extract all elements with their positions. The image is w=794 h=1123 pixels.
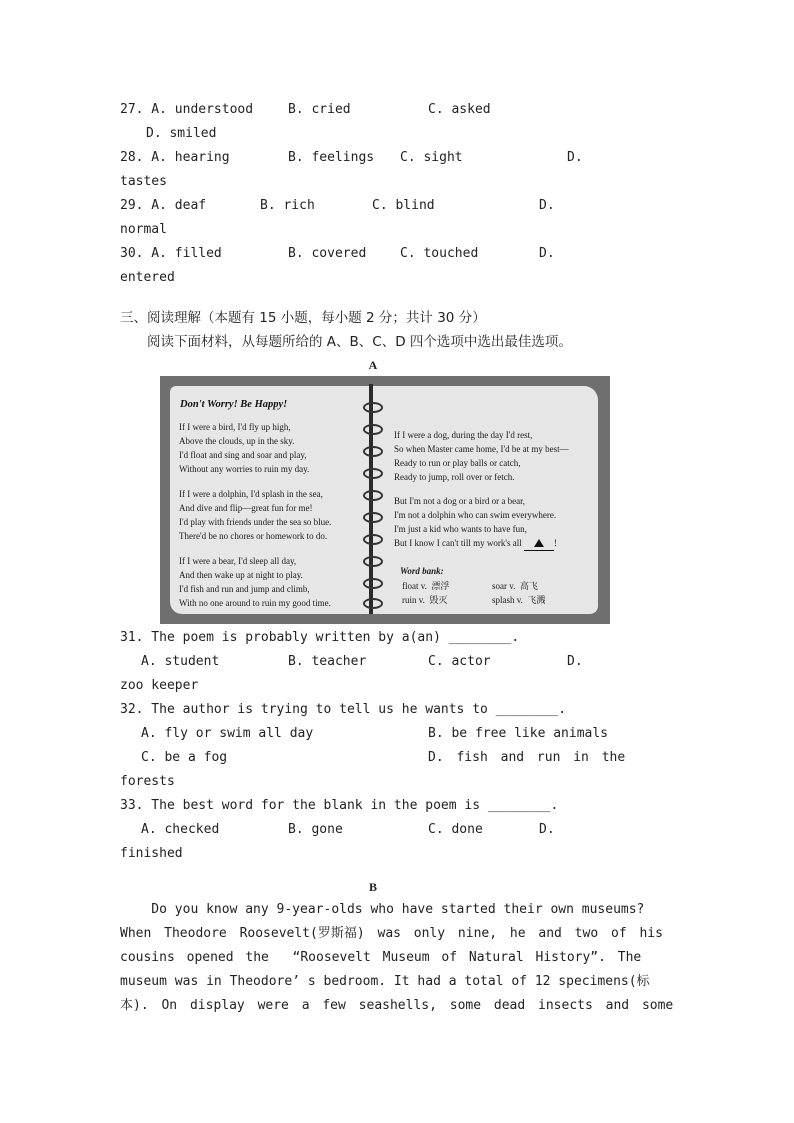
poem-last-line [394,536,557,551]
q31-option-c: C. actor [428,654,491,669]
poem-blank [524,536,554,551]
q27-option-c: C. asked [428,102,491,117]
q31-option-d-prefix: D. [567,654,583,669]
passage-b-label: B [368,880,377,894]
q30-option-d-prefix: D. [539,246,555,261]
word-bank-splash: splash v. 飞溅 [492,595,546,605]
poem-stanza-bird: If I were a bird, I'd fly up high, Above the clouds, up in the sky. I'd float and sing and soar and play, Without any worries to ruin my day. [179,422,310,474]
q30-option-c: C. touched [400,246,479,261]
word-bank-soar: soar v. 高飞 [492,581,538,591]
poem-last-line-start: But I know I can't till my work's all [394,538,522,548]
binder-ring [363,490,383,501]
binder-ring [363,424,383,435]
q31-option-a: A. student [141,654,220,669]
binder-ring [363,446,383,457]
q32-stem: 32. The author is trying to tell us he wants to ________. [120,702,567,717]
poem-stanza-dolphin: If I were a dolphin, I'd splash in the sea, And dive and flip—great fun for me! I'd play with friends under the sea so blue. There'd be no chores or homework to do. [179,489,332,541]
q28-option-d-prefix: D. [567,150,583,165]
word-bank-float: float v. 漂浮 [402,581,450,591]
q32-option-d: D. fish and run in the [428,750,626,765]
q29-option-b: B. rich [260,198,315,213]
passage-b-line: 本). On display were a few seashells, some dead insects and some [120,998,674,1013]
q27-option-b: B. cried [288,102,351,117]
poem-last-line-end: ! [553,538,557,548]
q29-option-d-word: normal [120,222,167,237]
q32-option-a: A. fly or swim all day [141,726,314,741]
q31-option-b: B. teacher [288,654,367,669]
passage-b-line: When Theodore Roosevelt(罗斯福) was only nine, he and two of his [120,926,663,941]
binder-ring [363,534,383,545]
blank-triangle-icon [534,539,544,547]
word-bank-title: Word bank: [400,566,444,576]
binder-ring [363,402,383,413]
binder-ring [363,512,383,523]
binder-ring [363,598,383,609]
passage-b-line: museum was in Theodore’ s bedroom. It had a total of 12 specimens(标 [120,974,650,989]
q32-option-c: C. be a fog [141,750,228,765]
poem-image [160,376,610,624]
section-heading: 三、阅读理解（本题有 15 小题，每小题 2 分；共计 30 分） [120,310,486,326]
q28-option-b: B. feelings [288,150,375,165]
q33-option-d-word: finished [120,846,183,861]
binder-ring [363,468,383,479]
poem-stanza-dog: If I were a dog, during the day I'd rest, So when Master came home, I'd be at my best— Ready to run or play balls or catch, Ready to jump, roll over or fetch. [394,430,569,482]
passage-b-line: Do you know any 9-year-olds who have started their own museums? [120,902,645,917]
q27-option-a: 27. A. understood [120,102,254,117]
poem-title: Don't Worry! Be Happy! [180,399,288,410]
q28-option-a: 28. A. hearing [120,150,230,165]
q30-option-a: 30. A. filled [120,246,222,261]
binder-ring [363,578,383,589]
passage-b-line: cousins opened the “Roosevelt Museum of Natural History”. The [120,950,642,965]
q32-option-d-cont: forests [120,774,175,789]
word-bank-ruin: ruin v. 毁灭 [402,595,448,605]
q32-option-b: B. be free like animals [428,726,609,741]
q33-stem: 33. The best word for the blank in the poem is ________. [120,798,559,813]
binder-ring [363,556,383,567]
q30-option-d-word: entered [120,270,175,285]
q30-option-b: B. covered [288,246,367,261]
q29-option-d-prefix: D. [539,198,555,213]
q28-option-d-word: tastes [120,174,167,189]
q33-option-c: C. done [428,822,483,837]
section-instruction: 阅读下面材料，从每题所给的 A、B、C、D 四个选项中选出最佳选项。 [147,334,572,350]
q33-option-a: A. checked [141,822,220,837]
poem-stanza-bear: If I were a bear, I'd sleep all day, And then wake up at night to play. I'd fish and run and jump and climb, With no one around to ruin my good time. [179,556,331,608]
q31-stem: 31. The poem is probably written by a(an) ________. [120,630,520,645]
q29-option-c: C. blind [372,198,435,213]
q27-option-d: D. smiled [146,126,217,141]
q28-option-c: C. sight [400,150,463,165]
q29-option-a: 29. A. deaf [120,198,207,213]
q33-option-d-prefix: D. [539,822,555,837]
q31-option-d-word: zoo keeper [120,678,199,693]
poem-stanza-kid: But I'm not a dog or a bird or a bear, I'm not a dolphin who can swim everywhere. I'm just a kid who wants to have fun, [394,496,557,534]
q33-option-b: B. gone [288,822,343,837]
passage-a-label: A [368,358,378,372]
